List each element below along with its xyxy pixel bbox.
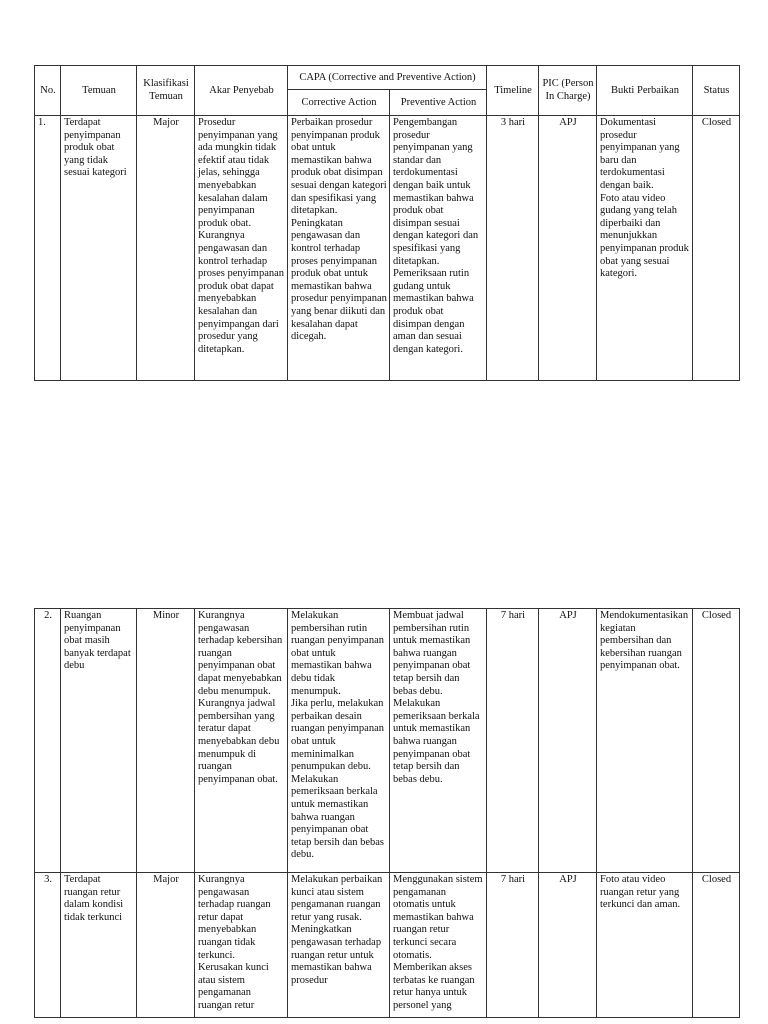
capa-table-page-1	[34, 65, 740, 381]
header-corrective-action: Corrective Action	[288, 90, 390, 116]
cell-no: 3.	[35, 873, 61, 1018]
header-klasifikasi: Klasifikasi Temuan	[137, 66, 195, 116]
cell-no: 1.	[35, 116, 61, 381]
table-row	[35, 116, 740, 381]
cell-akar-penyebab: Kurangnya pengawasan terhadap ruangan retur dapat menyebabkan ruangan tidak terkunci. Kerusakan kunci atau sistem pengamanan ruangan retur	[195, 873, 288, 1018]
cell-pic: APJ	[539, 116, 597, 381]
table-row	[35, 609, 740, 873]
cell-status: Closed	[693, 116, 740, 381]
header-capa: CAPA (Corrective and Preventive Action)	[288, 66, 487, 90]
cell-timeline: 7 hari	[487, 873, 539, 1018]
cell-status: Closed	[693, 609, 740, 873]
header-row-1	[35, 66, 740, 90]
cell-corrective-action: Melakukan perbaikan kunci atau sistem pengamanan ruangan retur yang rusak. Meningkatkan pengawasan terhadap ruangan retur untuk memastikan bahwa prosedur	[288, 873, 390, 1018]
header-timeline: Timeline	[487, 66, 539, 116]
cell-pic: APJ	[539, 873, 597, 1018]
cell-bukti-perbaikan: Mendokumentasikan kegiatan pembersihan dan kebersihan ruangan penyimpanan obat.	[597, 609, 693, 873]
cell-akar-penyebab: Kurangnya pengawasan terhadap kebersihan ruangan penyimpanan obat dapat menyebabkan debu menumpuk. Kurangnya jadwal pembersihan yang teratur dapat menyebabkan debu menumpuk di ruangan penyimpanan obat.	[195, 609, 288, 873]
cell-no: 2.	[35, 609, 61, 873]
cell-temuan: Terdapat penyimpanan produk obat yang tidak sesuai kategori	[61, 116, 137, 381]
header-status: Status	[693, 66, 740, 116]
cell-preventive-action: Membuat jadwal pembersihan rutin untuk memastikan bahwa ruangan penyimpanan obat tetap bersih dan bebas debu. Melakukan pemeriksaan berkala untuk memastikan bahwa ruangan penyimpanan obat tetap bersih dan bebas debu.	[390, 609, 487, 873]
table-row	[35, 873, 740, 1018]
cell-preventive-action: Pengembangan prosedur penyimpanan yang standar dan terdokumentasi dengan baik untuk memastikan bahwa produk obat disimpan sesuai dengan kategori dan spesifikasi yang ditetapkan. Pemeriksaan rutin gudang untuk memastikan bahwa produk obat disimpan dengan aman dan sesuai dengan kategori.	[390, 116, 487, 381]
cell-pic: APJ	[539, 609, 597, 873]
cell-corrective-action: Melakukan pembersihan rutin ruangan penyimpanan obat untuk memastikan bahwa debu tidak menumpuk. Jika perlu, melakukan perbaikan desain ruangan penyimpanan obat untuk meminimalkan penumpukan debu. Melakukan pemeriksaan berkala untuk memastikan bahwa ruangan penyimpanan obat tetap bersih dan bebas debu.	[288, 609, 390, 873]
cell-klasifikasi: Minor	[137, 609, 195, 873]
cell-timeline: 7 hari	[487, 609, 539, 873]
header-no: No.	[35, 66, 61, 116]
header-bukti-perbaikan: Bukti Perbaikan	[597, 66, 693, 116]
cell-bukti-perbaikan: Dokumentasi prosedur penyimpanan yang baru dan terdokumentasi dengan baik. Foto atau video gudang yang telah diperbaiki dan menunjukkan penyimpanan produk obat yang sesuai kategori.	[597, 116, 693, 381]
cell-corrective-action: Perbaikan prosedur penyimpanan produk obat untuk memastikan bahwa produk obat disimpan sesuai dengan kategori dan spesifikasi yang ditetapkan. Peningkatan pengawasan dan kontrol terhadap proses penyimpanan produk obat untuk memastikan bahwa prosedur penyimpanan yang benar diikuti dan kesalahan dapat dicegah.	[288, 116, 390, 381]
cell-temuan: Terdapat ruangan retur dalam kondisi tidak terkunci	[61, 873, 137, 1018]
cell-timeline: 3 hari	[487, 116, 539, 381]
cell-preventive-action: Menggunakan sistem pengamanan otomatis untuk memastikan bahwa ruangan retur terkunci secara otomatis. Memberikan akses terbatas ke ruangan retur hanya untuk personel yang	[390, 873, 487, 1018]
capa-table-page-2	[34, 608, 740, 1018]
cell-status: Closed	[693, 873, 740, 1018]
cell-akar-penyebab: Prosedur penyimpanan yang ada mungkin tidak efektif atau tidak jelas, sehingga menyebabkan kesalahan dalam penyimpanan produk obat. Kurangnya pengawasan dan kontrol terhadap proses penyimpanan produk obat dapat menyebabkan kesalahan dan penyimpangan dari prosedur yang ditetapkan.	[195, 116, 288, 381]
header-temuan: Temuan	[61, 66, 137, 116]
header-akar-penyebab: Akar Penyebab	[195, 66, 288, 116]
header-preventive-action: Preventive Action	[390, 90, 487, 116]
cell-klasifikasi: Major	[137, 116, 195, 381]
cell-bukti-perbaikan: Foto atau video ruangan retur yang terkunci dan aman.	[597, 873, 693, 1018]
header-pic: PIC (Person In Charge)	[539, 66, 597, 116]
cell-klasifikasi: Major	[137, 873, 195, 1018]
cell-temuan: Ruangan penyimpanan obat masih banyak terdapat debu	[61, 609, 137, 873]
